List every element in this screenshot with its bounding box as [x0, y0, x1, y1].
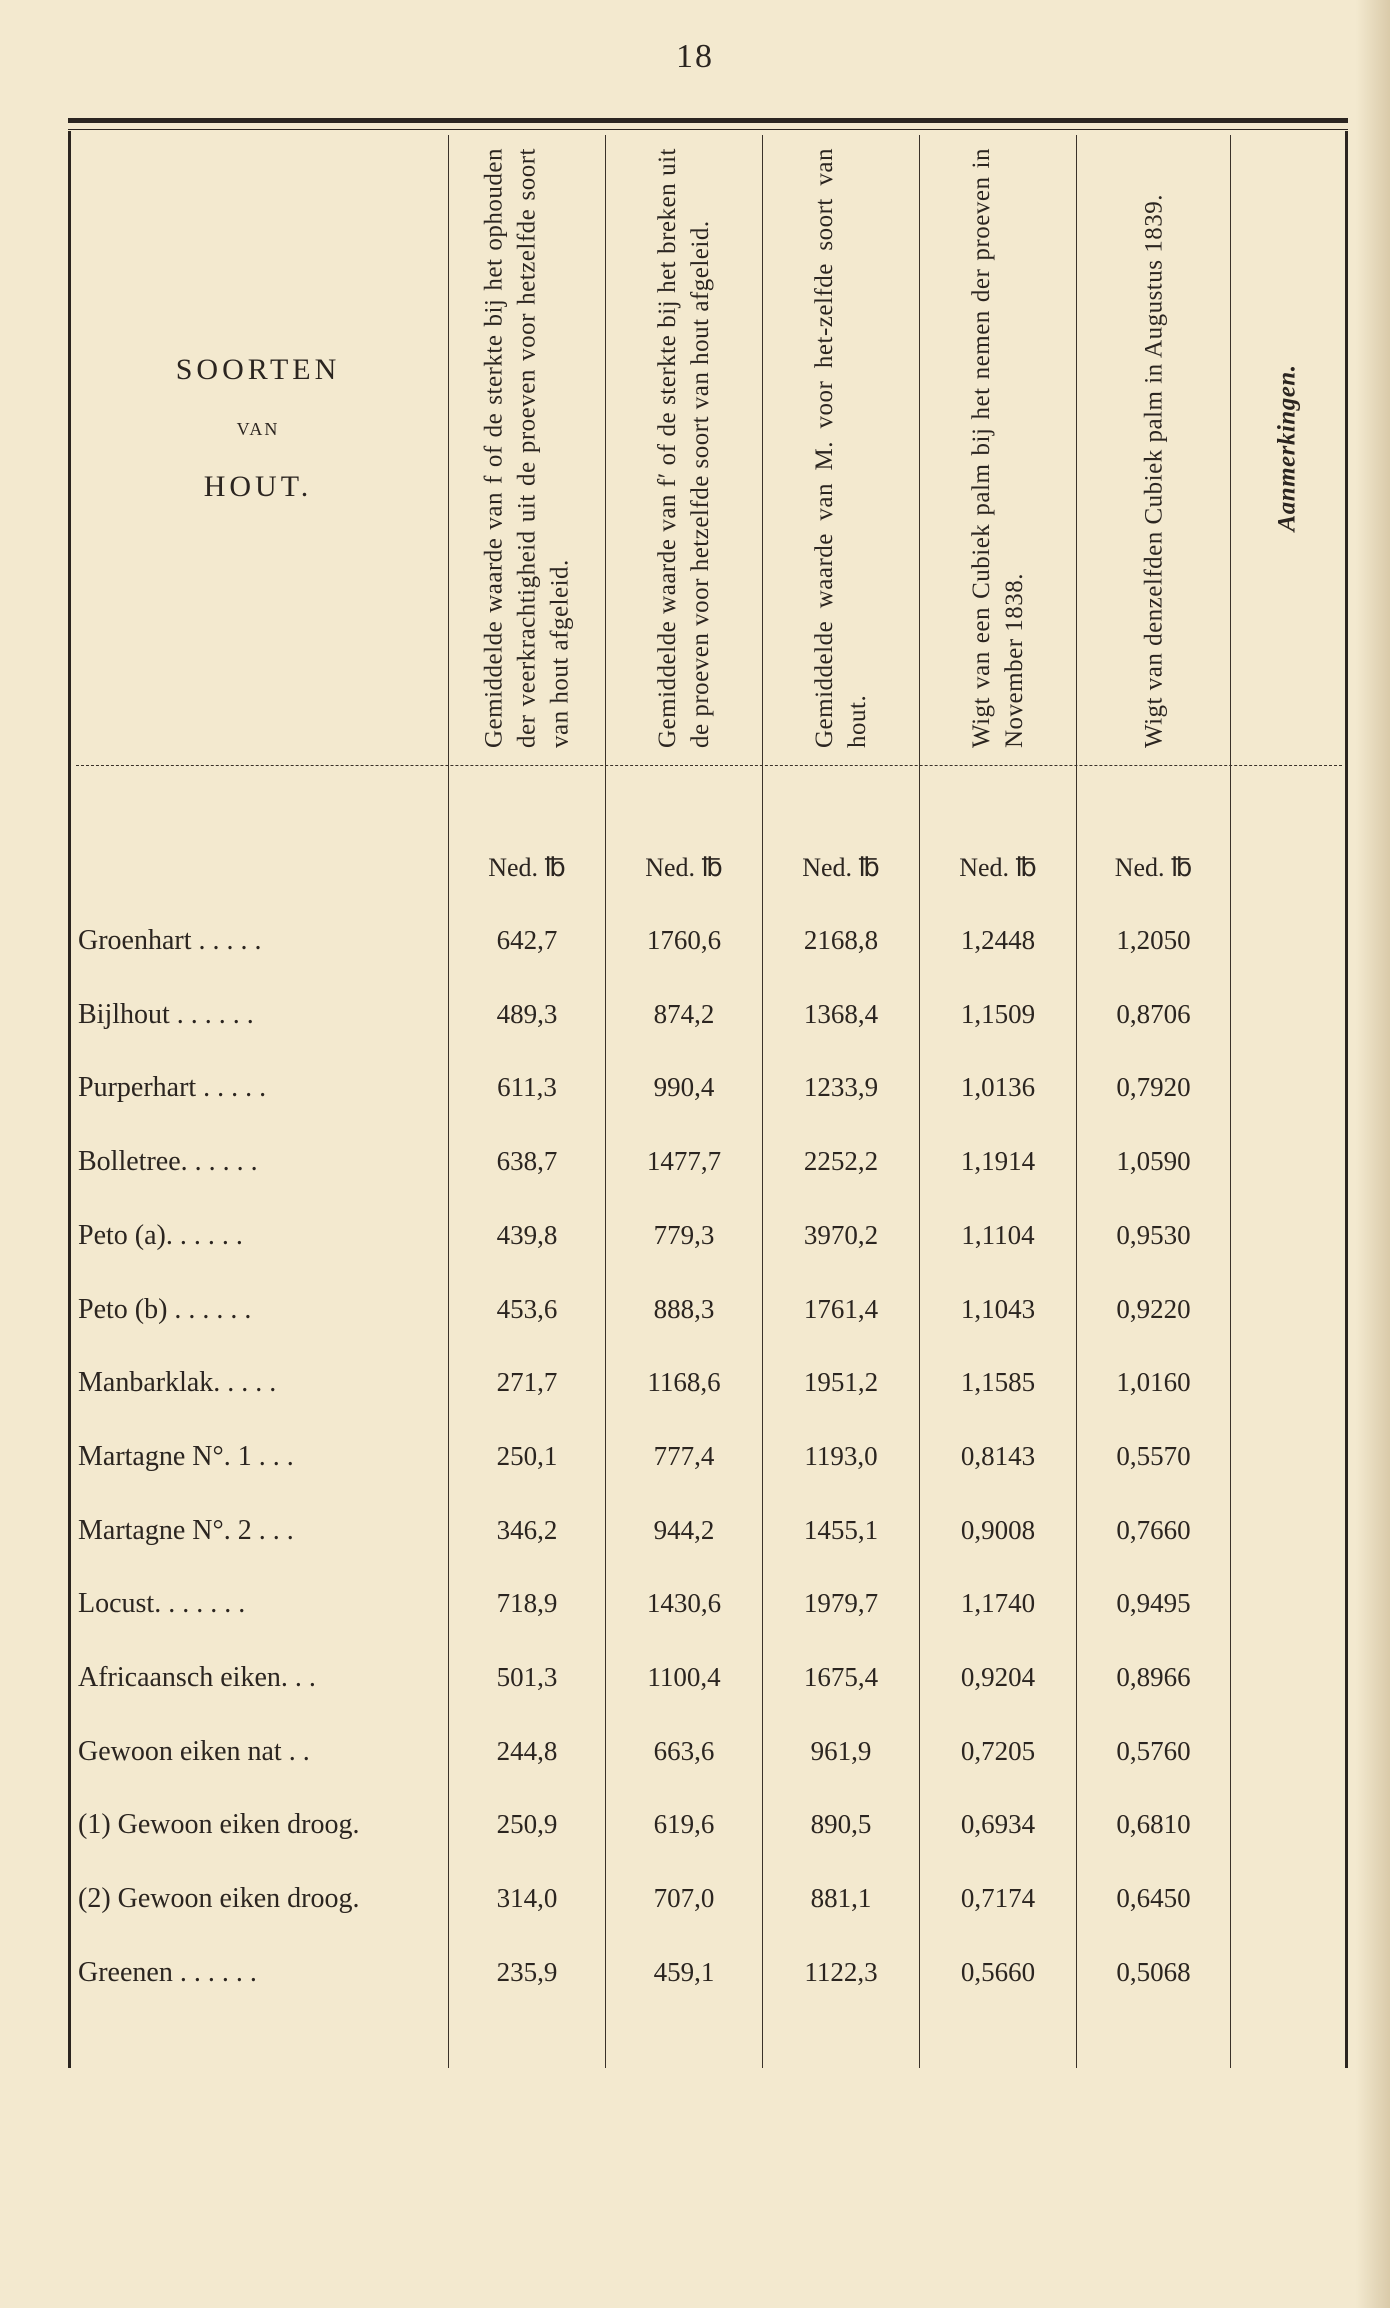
cell-m: 890,5 [810, 1809, 872, 1840]
cell-f: 718,9 [496, 1588, 558, 1619]
table-row [68, 999, 1348, 1059]
table-row [68, 1809, 1348, 1869]
cell-f: 314,0 [496, 1883, 558, 1914]
unit-label: Ned. ℔ [802, 853, 880, 882]
cell-w2: 0,8966 [1116, 1662, 1191, 1692]
cell-w1: 0,9204 [960, 1662, 1036, 1692]
page-number: 18 [676, 38, 714, 75]
cell-w2: 0,5068 [1116, 1956, 1191, 1987]
wood-species-name: Greenen . . . . . . [78, 1956, 257, 1988]
table-row [68, 1588, 1348, 1648]
cell-fb: 944,2 [653, 1514, 715, 1545]
cell-f: 271,7 [496, 1367, 558, 1398]
cell-fb: 779,3 [653, 1219, 715, 1250]
table-row [68, 1072, 1348, 1132]
cell-w1: 0,7174 [960, 1883, 1036, 1914]
header-col-weight-1838 [920, 135, 1076, 760]
cell-f: 453,6 [496, 1293, 558, 1324]
wood-species-name: (1) Gewoon eiken droog. [78, 1809, 360, 1841]
cell-m: 2168,8 [803, 925, 879, 955]
cell-f: 501,3 [496, 1662, 558, 1692]
cell-m: 1122,3 [804, 1956, 878, 1987]
cell-f: 611,3 [497, 1072, 557, 1103]
cell-fb: 1168,6 [647, 1367, 721, 1398]
wood-species-name: Martagne N°. 1 . . . [78, 1440, 294, 1472]
cell-fb: 777,4 [653, 1440, 715, 1471]
cell-w1: 1,1104 [961, 1219, 1035, 1250]
species-header-line3: HOUT. [203, 470, 313, 503]
wood-species-name: Africaansch eiken. . . [78, 1662, 316, 1693]
cell-fb: 459,1 [653, 1956, 715, 1987]
cell-f: 250,1 [496, 1440, 558, 1471]
cell-w1: 0,9008 [960, 1514, 1036, 1545]
cell-w2: 1,0160 [1116, 1367, 1191, 1398]
cell-w2: 1,2050 [1116, 925, 1191, 955]
species-header-line2: VAN [236, 419, 280, 439]
cell-m: 881,1 [810, 1883, 872, 1914]
header-col-m-text: Gemiddelde waarde van M. voor het-zelfde soort van hout. [811, 147, 871, 748]
cell-w2: 0,6810 [1116, 1809, 1191, 1840]
cell-w2: 0,9495 [1116, 1588, 1191, 1619]
wood-species-name: Peto (a). . . . . . [78, 1219, 243, 1251]
cell-f: 346,2 [496, 1514, 558, 1545]
cell-fb: 663,6 [653, 1735, 715, 1766]
cell-w1: 1,0136 [960, 1072, 1036, 1103]
wood-species-name: Purperhart . . . . . [78, 1072, 267, 1104]
cell-f: 638,7 [496, 1146, 558, 1177]
wood-species-name: Martagne N°. 2 . . . [78, 1514, 294, 1546]
cell-w2: 0,7660 [1116, 1514, 1191, 1545]
cell-m: 1193,0 [804, 1440, 878, 1471]
table-row [68, 1736, 1348, 1796]
wood-species-name: Peto (b) . . . . . . [78, 1293, 252, 1325]
cell-f: 244,8 [496, 1735, 558, 1766]
header-col-remarks-text: Aanmerkingen. [1273, 364, 1301, 531]
header-col-fbreak-text: Gemiddelde waarde van f′ of de sterkte bij het breken uit de proeven voor hetzelfde soort van hout afgeleid. [654, 147, 714, 748]
header-col-weight-1839 [1077, 135, 1230, 760]
table-row [68, 925, 1348, 985]
cell-f: 439,8 [496, 1219, 558, 1250]
table-row [68, 1883, 1348, 1943]
cell-f: 250,9 [496, 1809, 558, 1840]
wood-species-name: Gewoon eiken nat . . [78, 1735, 310, 1767]
cell-w1: 1,1914 [960, 1146, 1036, 1177]
species-header-line1: SOORTEN [175, 353, 341, 386]
cell-m: 1455,1 [803, 1514, 879, 1545]
cell-w1: 0,7205 [960, 1735, 1036, 1766]
wood-species-name: (2) Gewoon eiken droog. [78, 1883, 360, 1915]
cell-w2: 0,9530 [1116, 1219, 1191, 1250]
wood-species-name: Bijlhout . . . . . . [78, 998, 254, 1030]
cell-w2: 0,7920 [1116, 1072, 1191, 1103]
cell-fb: 707,0 [653, 1883, 715, 1914]
table-row [68, 1662, 1348, 1722]
cell-w2: 1,0590 [1116, 1146, 1191, 1177]
cell-fb: 1430,6 [646, 1588, 722, 1619]
header-col-f-text: Gemiddelde waarde van f of de sterkte bij het ophouden der veerkrachtigheid uit de proeven voor hetzelfde soort van hout afgeleid. [480, 147, 574, 748]
cell-m: 961,9 [810, 1735, 872, 1766]
header-col-f [449, 135, 605, 760]
table-row [68, 1367, 1348, 1427]
cell-w1: 1,1740 [960, 1588, 1036, 1619]
cell-w1: 0,6934 [960, 1809, 1036, 1840]
cell-fb: 1760,6 [646, 925, 722, 955]
cell-m: 1979,7 [803, 1588, 879, 1619]
cell-m: 3970,2 [803, 1219, 879, 1250]
cell-w1: 1,2448 [960, 925, 1036, 955]
table-row [68, 1146, 1348, 1206]
cell-w2: 0,5570 [1116, 1440, 1191, 1471]
header-col-fbreak [606, 135, 762, 760]
cell-w2: 0,6450 [1116, 1883, 1191, 1914]
header-col-m [763, 135, 919, 760]
unit-label: Ned. ℔ [645, 853, 723, 882]
cell-fb: 990,4 [653, 1072, 715, 1103]
cell-f: 235,9 [496, 1956, 558, 1987]
unit-label: Ned. ℔ [1114, 853, 1193, 882]
unit-label: Ned. ℔ [959, 853, 1037, 882]
cell-f: 489,3 [496, 998, 558, 1029]
wood-species-name: Manbarklak. . . . . [78, 1367, 277, 1399]
cell-w1: 0,5660 [960, 1956, 1036, 1987]
header-col-weight-1838-text: Wigt van een Cubiek palm bij het nemen der proeven in November 1838. [968, 147, 1028, 748]
cell-fb: 874,2 [653, 998, 715, 1029]
table-row [68, 1294, 1348, 1354]
data-table [68, 118, 1348, 2068]
cell-w2: 0,9220 [1116, 1293, 1191, 1324]
cell-w1: 0,8143 [960, 1440, 1036, 1471]
cell-w1: 1,1043 [960, 1293, 1036, 1324]
cell-m: 1951,2 [803, 1367, 879, 1398]
cell-w1: 1,1509 [960, 998, 1036, 1029]
cell-fb: 1477,7 [646, 1146, 722, 1177]
cell-w2: 0,8706 [1116, 998, 1191, 1029]
page-edge-shadow [1356, 0, 1390, 2308]
table-row [68, 1220, 1348, 1280]
cell-fb: 619,6 [653, 1809, 715, 1840]
cell-w1: 1,1585 [960, 1367, 1036, 1398]
cell-m: 2252,2 [803, 1146, 879, 1177]
header-col-weight-1839-text: Wigt van denzelfden Cubiek palm in Augustus 1839. [1140, 193, 1167, 748]
wood-species-name: Locust. . . . . . . [78, 1588, 246, 1620]
cell-m: 1233,9 [803, 1072, 879, 1103]
species-column-header [108, 353, 408, 504]
table-row [68, 1515, 1348, 1575]
cell-fb: 1100,4 [647, 1662, 721, 1692]
cell-m: 1675,4 [803, 1662, 879, 1692]
wood-species-name: Groenhart . . . . . [78, 925, 262, 956]
cell-f: 642,7 [496, 925, 558, 955]
table-row [68, 1441, 1348, 1501]
table-row [68, 1957, 1348, 2017]
header-separator [76, 765, 1342, 767]
cell-fb: 888,3 [653, 1293, 715, 1324]
header-col-remarks [1231, 135, 1343, 760]
unit-label: Ned. ℔ [488, 853, 566, 882]
cell-m: 1368,4 [803, 998, 879, 1029]
cell-m: 1761,4 [803, 1293, 879, 1324]
cell-w2: 0,5760 [1116, 1735, 1191, 1766]
wood-species-name: Bolletree. . . . . . [78, 1146, 258, 1178]
